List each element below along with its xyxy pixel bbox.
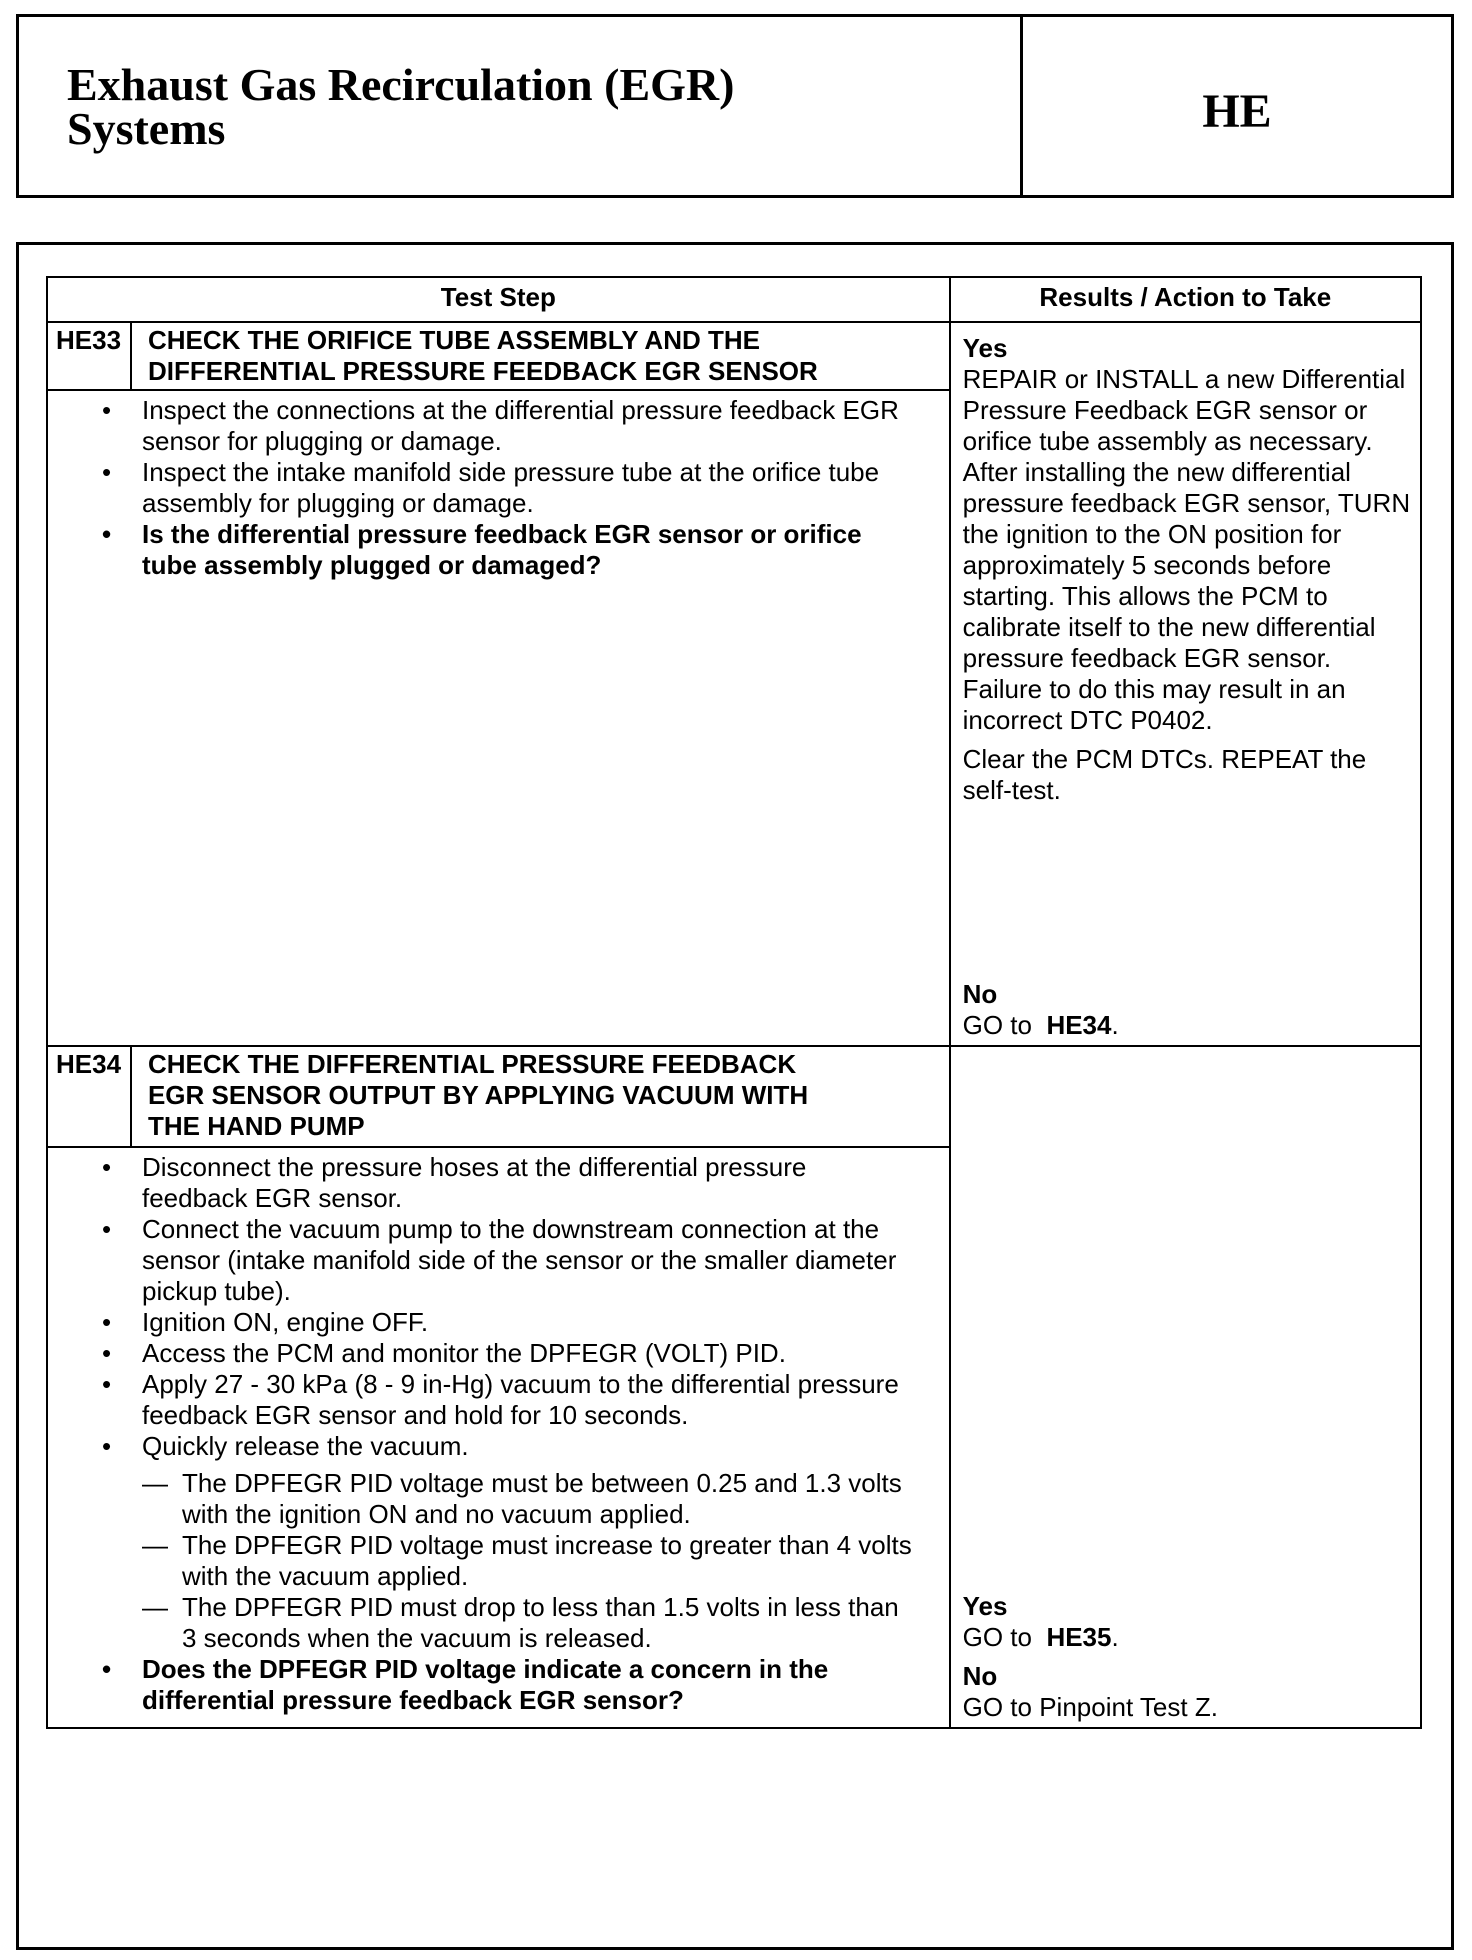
criteria-item: — The DPFEGR PID voltage must be between 0.25 and 1.3 volts with the ignition ON and no vacuum applied. (182, 1468, 919, 1530)
yes-action-text: REPAIR or INSTALL a new Differential Pressure Feedback EGR sensor or orifice tube assembly as necessary. (962, 364, 1406, 456)
no-result-he33 (963, 979, 1119, 1041)
yes-action-text: After installing the new differential pressure feedback EGR sensor, TURN the ignition to the ON position for approximately 5 seconds before starting. This allows the PCM to calibrate itself to the new differential pressure feedback EGR sensor. Failure to do this may result in an incorrect DTC P0402. (962, 457, 1411, 735)
no-action-suffix: . (1111, 1010, 1119, 1040)
criteria-item: — The DPFEGR PID voltage must increase to greater than 4 volts with the vacuum applied. (182, 1530, 919, 1592)
step-header-row-he34 (47, 1046, 1421, 1147)
instruction-item: • Inspect the intake manifold side pressure tube at the orifice tube assembly for plugging or damage. (142, 457, 919, 519)
yes-action-text: Clear the PCM DTCs. REPEAT the self-test. (962, 744, 1367, 805)
yes-action-target: HE35 (1046, 1622, 1112, 1652)
instruction-item: • Disconnect the pressure hoses at the differential pressure feedback EGR sensor. (142, 1152, 919, 1214)
instruction-item: • Ignition ON, engine OFF. (142, 1307, 919, 1338)
step-title-he33 (131, 322, 950, 390)
no-action-prefix: GO to (962, 1010, 1032, 1040)
no-label: No (962, 1661, 998, 1691)
column-header-results: Results / Action to Take (950, 277, 1421, 322)
column-header-test-step: Test Step (47, 277, 950, 322)
results-he33 (950, 322, 1421, 1046)
instruction-list (142, 1152, 919, 1462)
step-title-line: CHECK THE ORIFICE TUBE ASSEMBLY AND THE (147, 325, 760, 355)
test-step-table (46, 276, 1422, 1729)
step-body-he33 (47, 390, 950, 1046)
criteria-item: — The DPFEGR PID must drop to less than 1.5 volts in less than 3 seconds when the vacuum is released. (182, 1592, 919, 1654)
step-title-line: EGR SENSOR OUTPUT BY APPLYING VACUUM WITH (147, 1080, 809, 1110)
step-id-he33: HE33 (47, 322, 131, 390)
yes-label: Yes (962, 1591, 1008, 1621)
step-title-he34 (131, 1046, 950, 1147)
section-title-line-1: Exhaust Gas Recirculation (EGR) (67, 59, 735, 110)
yes-action-suffix: . (1111, 1622, 1119, 1652)
table-header-row (47, 277, 1421, 322)
no-label: No (962, 979, 998, 1009)
page-header (16, 14, 1454, 198)
instruction-question: • Is the differential pressure feedback EGR sensor or orifice tube assembly plugged or damaged? (142, 519, 919, 581)
step-title-line: CHECK THE DIFFERENTIAL PRESSURE FEEDBACK (147, 1049, 797, 1079)
instruction-item: • Connect the vacuum pump to the downstream connection at the sensor (intake manifold side of the sensor or the smaller diameter pickup tube). (142, 1214, 919, 1307)
instruction-question: • Does the DPFEGR PID voltage indicate a concern in the differential pressure feedback EGR sensor? (142, 1654, 919, 1716)
no-action-text: GO to Pinpoint Test Z. (962, 1692, 1218, 1722)
criteria-list (142, 1468, 919, 1654)
no-action-target: HE34 (1046, 1010, 1112, 1040)
instruction-item: • Inspect the connections at the differential pressure feedback EGR sensor for plugging or damage. (142, 395, 919, 457)
question-list (142, 1654, 919, 1716)
step-body-he34 (47, 1147, 950, 1728)
step-id-he34: HE34 (47, 1046, 131, 1147)
step-title-line: THE HAND PUMP (147, 1111, 365, 1141)
section-title-line-2: Systems (67, 103, 226, 154)
instruction-list (142, 395, 919, 581)
section-title (19, 17, 1023, 195)
yes-action-prefix: GO to (962, 1622, 1032, 1652)
instruction-item: • Quickly release the vacuum. (142, 1431, 919, 1462)
yes-label: Yes (962, 333, 1008, 363)
yes-no-results-he34 (963, 1591, 1218, 1723)
section-code: HE (1202, 84, 1272, 138)
instruction-item: • Access the PCM and monitor the DPFEGR (VOLT) PID. (142, 1338, 919, 1369)
instruction-item: • Apply 27 - 30 kPa (8 - 9 in-Hg) vacuum to the differential pressure feedback EGR sensor and hold for 10 seconds. (142, 1369, 919, 1431)
step-header-row-he33 (47, 322, 1421, 390)
step-title-line: DIFFERENTIAL PRESSURE FEEDBACK EGR SENSOR (147, 356, 818, 386)
results-he34 (950, 1046, 1421, 1728)
